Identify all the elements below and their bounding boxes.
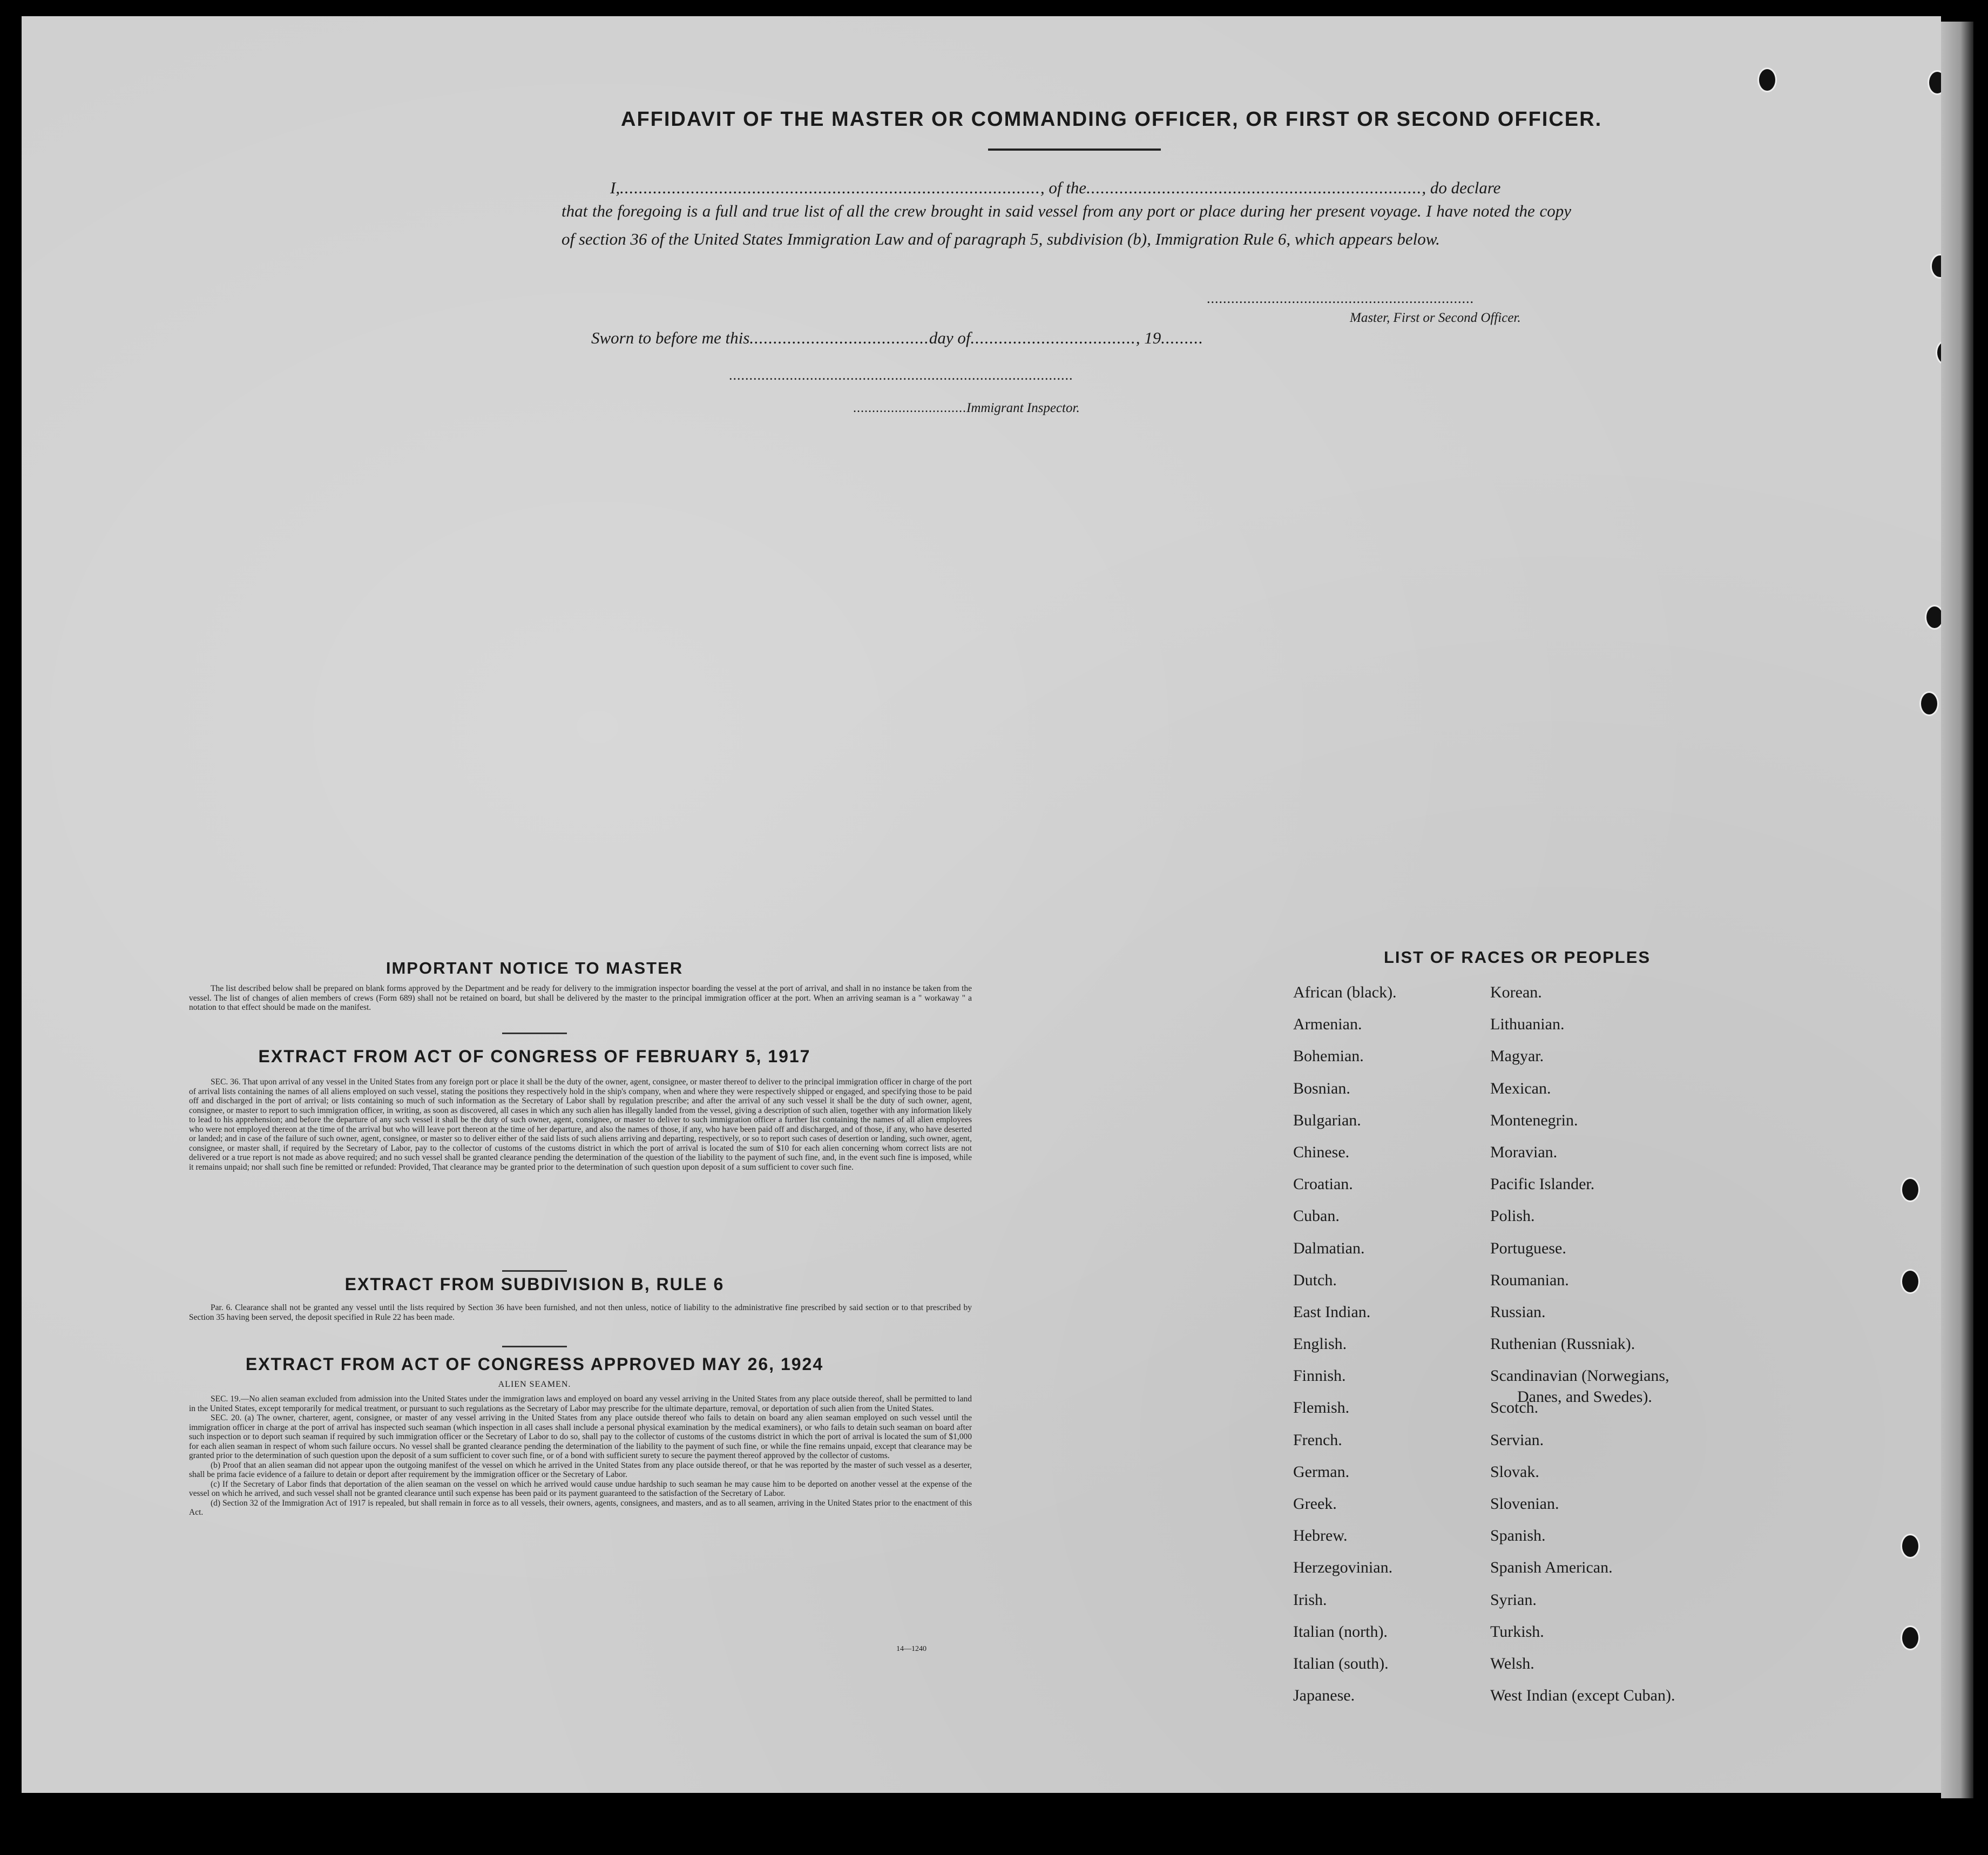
race-item: Montenegrin. [1490, 1111, 1578, 1129]
race-item: Mexican. [1490, 1079, 1551, 1097]
affidavit-line1-start: I, [610, 178, 620, 197]
race-item: Korean. [1490, 983, 1542, 1001]
separator [502, 1033, 567, 1034]
race-item: Bosnian. [1293, 1079, 1350, 1097]
master-signature-line: .................................................................. [1207, 291, 1474, 306]
inspector-line-2: ..............................Immigrant Inspector. [853, 401, 1080, 415]
race-item: Dalmatian. [1293, 1239, 1365, 1257]
race-item: Welsh. [1490, 1654, 1534, 1672]
race-item: East Indian. [1293, 1303, 1371, 1321]
race-item: Bohemian. [1293, 1047, 1364, 1065]
race-item: English. [1293, 1335, 1347, 1353]
race-item: German. [1293, 1462, 1350, 1481]
binder-hole [1757, 68, 1777, 92]
race-item: West Indian (except Cuban). [1490, 1687, 1675, 1705]
race-item: Syrian. [1490, 1590, 1537, 1609]
race-item: Cuban. [1293, 1207, 1340, 1225]
race-item: Chinese. [1293, 1143, 1350, 1161]
separator [502, 1270, 567, 1272]
race-item: Ruthenian (Russniak). [1490, 1335, 1635, 1353]
affidavit-line1: I,........................................................................................., of the......................................................................., do declare [610, 178, 1501, 197]
race-item: Magyar. [1490, 1047, 1544, 1065]
alien-seamen-subtitle: ALIEN SEAMEN. [498, 1380, 571, 1389]
race-item: Servian. [1490, 1431, 1544, 1449]
binder-hole [1901, 1177, 1920, 1202]
race-item: Russian. [1490, 1303, 1546, 1321]
notice-text [189, 984, 972, 1013]
sec20d-paragraph: (d) Section 32 of the Immigration Act of 1917 is repealed, but shall remain in force as to all vessels, their owners, agents, consignees, and masters, and as to all seamen, arriving in the United States prior to the enactment of this Act. [189, 1498, 972, 1517]
race-item: Italian (south). [1293, 1654, 1389, 1672]
extract-1924-title: EXTRACT FROM ACT OF CONGRESS APPROVED MAY 26, 1924 [245, 1354, 824, 1374]
notice-paragraph: The list described below shall be prepared on blank forms approved by the Department and be ready for delivery to the immigration inspector boarding the vessel at the port of arrival, and shall in no instance be taken from the vessel. The list of changes of alien members of crews (Form 689) shall not be retained on board, but shall be delivered by the master to the principal immigration officer at the port. When an arriving seaman is a " workaway " a notation to that effect should be made on the manifest. [189, 984, 972, 1012]
sec20a-paragraph: SEC. 20. (a) The owner, charterer, agent, consignee, or master of any vessel arriving in the United States from any place outside thereof who fails to detain on board any alien seaman employed on such vessel until the immigration officer in charge at the port of arrival has inspected such seaman (which inspection in all cases shall include a personal physical examination by the medical examiners), or who fails to detain such seaman on board after such inspection or to deport such seaman if required by such immigration officer or the Secretary of Labor to do so, shall pay to the collector of customs of the customs district in which the port of arrival is located the sum of $1,000 for each alien seaman in respect of whom such failure occurs. No vessel shall be granted clearance pending the determination of the liability to the payment of such fine, or while the fine remains unpaid, except that clearance may be granted prior to the determination of such question upon the deposit of a sum sufficient to cover such fine, or of a bond with sufficient surety to secure the payment thereof approved by the collector of customs. [189, 1413, 972, 1460]
race-item: Spanish. [1490, 1527, 1546, 1545]
sec19-paragraph: SEC. 19.—No alien seaman excluded from admission into the United States under the immigration laws and employed on board any vessel arriving in the United States from any place outside thereof, shall be permitted to land in the United States, except temporarily for medical treatment, or pursuant to such regulations as the Secretary of Labor may prescribe for the ultimate departure, removal, or deportation of such alien from the United States. [189, 1394, 972, 1413]
race-item: African (black). [1293, 983, 1397, 1001]
races-title: LIST OF RACES OR PEOPLES [1383, 948, 1651, 967]
affidavit-body: that the foregoing is a full and true list of all the crew brought in said vessel from any port or place during her present voyage. I have noted the copy of section 36 of the United States Immigration Law and of paragraph 5, subdivision (b), Immigration Rule 6, which appears below. [562, 201, 1571, 248]
binder-hole [1928, 70, 1941, 95]
affidavit-line1-end: , do declare [1422, 178, 1501, 197]
inspector-label: Immigrant Inspector. [966, 401, 1080, 415]
race-item: Greek. [1293, 1495, 1337, 1513]
race-item: Moravian. [1490, 1143, 1558, 1161]
race-item: Slovenian. [1490, 1495, 1559, 1513]
race-item: Hebrew. [1293, 1527, 1348, 1545]
title-rule [988, 149, 1161, 151]
sworn-line: Sworn to before me this......................................day of..................................., 19......... [591, 328, 1203, 347]
race-item: Bulgarian. [1293, 1111, 1361, 1129]
race-item: Portuguese. [1490, 1239, 1566, 1257]
affidavit-line1-mid: , of the [1040, 178, 1087, 197]
notice-title: IMPORTANT NOTICE TO MASTER [386, 959, 684, 977]
binder-hole [1925, 605, 1941, 630]
race-item: Italian (north). [1293, 1622, 1388, 1641]
race-item: Turkish. [1490, 1622, 1544, 1641]
master-signature-label: Master, First or Second Officer. [1350, 311, 1521, 325]
extract-rule6-title: EXTRACT FROM SUBDIVISION B, RULE 6 [344, 1274, 725, 1294]
race-item: Armenian. [1293, 1015, 1362, 1034]
binder-hole [1901, 1269, 1920, 1294]
extract-1917-text [189, 1077, 972, 1172]
sec20b-paragraph: (b) Proof that an alien seaman did not appear upon the outgoing manifest of the vessel on which he arrived in the United States from any place outside thereof, or that he was reported by the master of such vessel as a deserter, shall be prima facie evidence of a failure to detain or deport after requirement by the immigration officer or the Secretary of Labor. [189, 1460, 972, 1479]
race-item: Pacific Islander. [1490, 1175, 1595, 1193]
sworn-day: day of [929, 328, 971, 347]
race-item: Dutch. [1293, 1271, 1337, 1289]
race-item: Herzegovinian. [1293, 1559, 1393, 1577]
race-item: Finnish. [1293, 1367, 1346, 1385]
race-item-continuation: Danes, and Swedes). [1517, 1388, 1652, 1406]
race-item: Flemish. [1293, 1399, 1350, 1417]
race-item: Irish. [1293, 1590, 1327, 1609]
race-item: French. [1293, 1431, 1342, 1449]
races-left-column [1293, 976, 1397, 1711]
sworn-year: , 19 [1135, 328, 1161, 347]
extract-1924-text [189, 1394, 972, 1517]
manifest-page [22, 16, 1941, 1793]
binder-hole [1936, 340, 1941, 365]
sec36-paragraph: SEC. 36. That upon arrival of any vessel in the United States from any foreign port or place it shall be the duty of the owner, agent, consignee, or master thereof to deliver to the principal immigration officer in charge of the port of arrival lists containing the names of all aliens employed on such vessel, stating the positions they respectively hold in the ship's company, when and where they were respectively shipped or engaged, and specifying those to be paid off and discharged in the port of arrival; or lists containing so much of such information as the Secretary of Labor shall by regulation prescribe; and after the arrival of any such vessel it shall be the duty of such owner, agent, consignee, or master to report to such immigration officer, in writing, as soon as discovered, all cases in which any such alien has illegally landed from the vessel, giving a description of such alien, together with any information likely to lead to his apprehension; and before the departure of any such vessel it shall be the duty of such owner, agent, consignee, or master to deliver to such immigration officer a further list containing the names of all alien employees who were not employed thereon at the time of the arrival but who will leave port thereon at the time of her departure, and also the names of those, if any, who have been paid off and discharged, and of those, if any, who have deserted or landed; and in case of the failure of such owner, agent, consignee, or master so to deliver either of the said lists of such aliens arriving and departing, respectively, or so to report such cases of desertion or landing, such owner, agent, consignee, or master shall, if required by the Secretary of Labor, pay to the collector of customs of the customs district in which the port of arrival is located the sum of $10 for each alien concerning whom correct lists are not delivered or a true report is not made as above required; and no such vessel shall be granted clearance pending the determination of the question of the liability to the payment of such fine, and, in the event such fine is imposed, while it remains unpaid; nor shall such fine be remitted or refunded: Provided, That clearance may be granted prior to the determination of such question upon deposit of a sum sufficient to cover such fine. [189, 1077, 972, 1172]
sec20c-paragraph: (c) If the Secretary of Labor finds that deportation of the alien seaman on the vessel on which he arrived would cause undue hardship to such seaman he may cause him to be deported on another vessel at the expense of the vessel on which he arrived, and such vessel shall not be granted clearance until such expense has been paid or its payment guaranteed to the satisfaction of the Secretary of Labor. [189, 1479, 972, 1498]
page-edge-shadow [1941, 22, 1973, 1798]
par6-paragraph: Par. 6. Clearance shall not be granted any vessel until the lists required by Section 36 have been furnished, and not then unless, notice of liability to the administrative fine prescribed by said section or to that prescribed by Section 35 having been served, the deposit specified in Rule 22 has been made. [189, 1303, 972, 1322]
race-item: Scandinavian (Norwegians, [1490, 1367, 1669, 1385]
race-item: Croatian. [1293, 1175, 1353, 1193]
race-item: Scotch. [1490, 1399, 1539, 1417]
binder-hole [1919, 691, 1939, 716]
extract-1917-title: EXTRACT FROM ACT OF CONGRESS OF FEBRUARY 5, 1917 [258, 1047, 811, 1066]
separator [502, 1346, 567, 1347]
extract-rule6-text [189, 1303, 972, 1322]
race-item: Spanish American. [1490, 1559, 1613, 1577]
binder-hole [1901, 1625, 1920, 1650]
form-number: 14—1240 [896, 1645, 927, 1653]
race-item: Roumanian. [1490, 1271, 1569, 1289]
sworn-start: Sworn to before me this [591, 328, 750, 347]
races-right-column [1490, 976, 1675, 1711]
binder-hole [1930, 254, 1941, 279]
affidavit-title: AFFIDAVIT OF THE MASTER OR COMMANDING OFFICER, OR FIRST OR SECOND OFFICER. [621, 108, 1602, 131]
race-item: Japanese. [1293, 1687, 1355, 1705]
inspector-line-1: ..................................................................................... [729, 367, 1073, 383]
race-item: Polish. [1490, 1207, 1535, 1225]
race-item: Lithuanian. [1490, 1015, 1565, 1034]
race-item: Slovak. [1490, 1462, 1539, 1481]
binder-hole [1901, 1534, 1920, 1559]
